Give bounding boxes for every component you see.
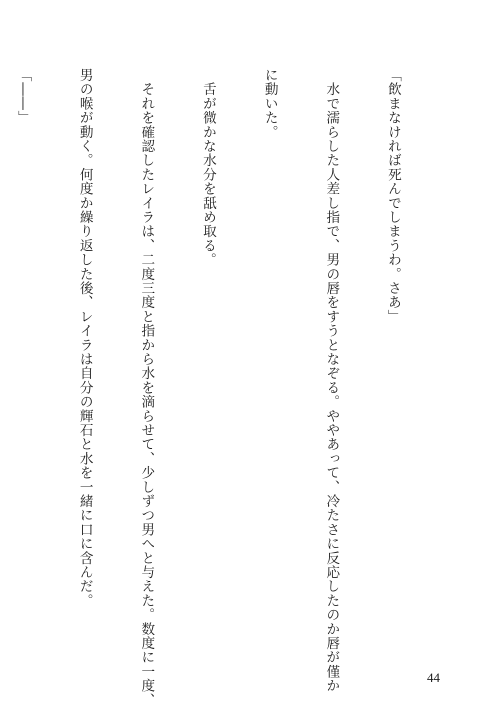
text-line: 水で濡らした人差し指で、男の唇をすうとなぞる。ややあって、冷たさに反応したのか唇が僅か: [323, 68, 340, 693]
text-line: それを確認したレイラは、二度三度と指から水を滴らせて、少しずつ男へと与えた。数度に一度、: [138, 68, 155, 707]
text-line: 舌が微かな水分を舐め取る。: [199, 68, 216, 267]
text-line: 「飲まなければ死んでしまうわ。さあ」: [384, 68, 401, 324]
text-line: 男の喉が動く。何度か繰り返した後、レイラは自分の輝石と水を一緒に口に含んだ。: [76, 68, 93, 608]
page-number: 44: [427, 670, 440, 685]
text-line: に動いた。: [261, 68, 278, 139]
text-line: 「――」: [15, 68, 32, 125]
